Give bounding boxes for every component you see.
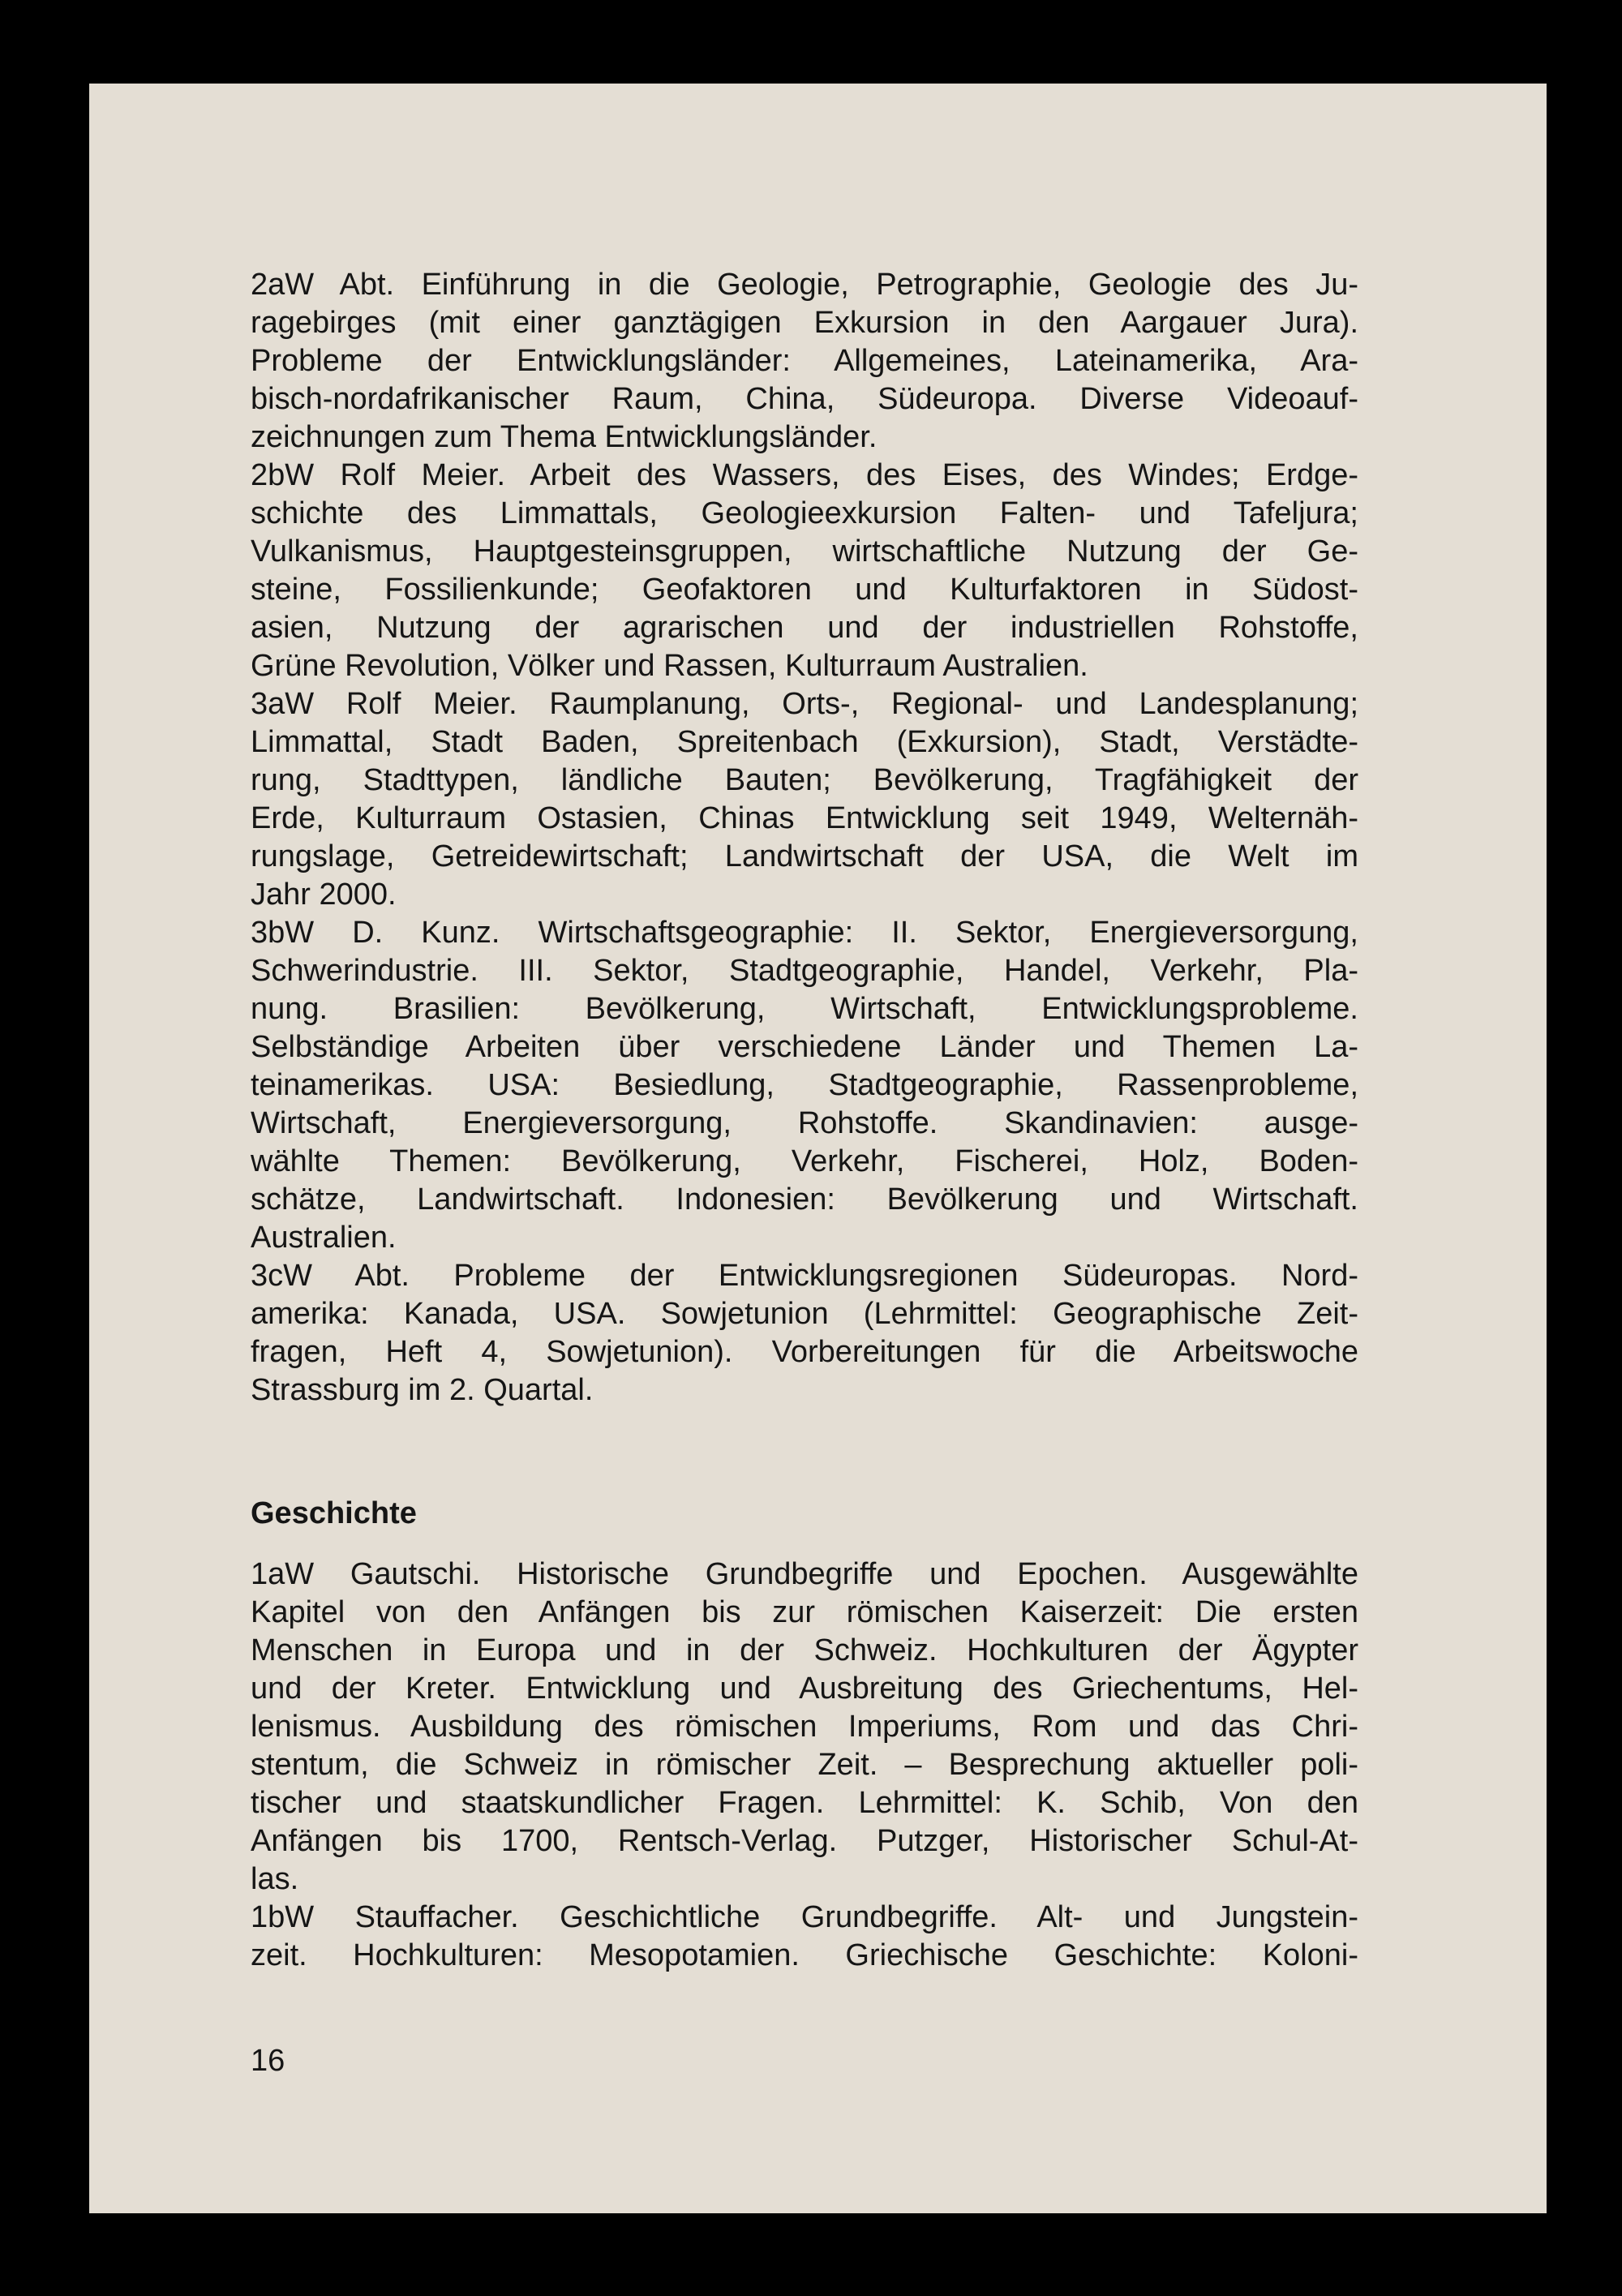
text-line: und der Kreter. Entwicklung und Ausbreitung des Griechentums, Hel- <box>251 1672 1358 1706</box>
text-line: fragen, Heft 4, Sowjetunion). Vorbereitungen für die Arbeitswoche <box>251 1335 1358 1369</box>
text-line: 1bW Stauffacher. Geschichtliche Grundbegriffe. Alt- und Jungstein- <box>251 1900 1358 1934</box>
text-line: Grüne Revolution, Völker und Rassen, Kulturraum Australien. <box>251 649 1088 683</box>
text-line: ragebirges (mit einer ganztägigen Exkursion in den Aargauer Jura). <box>251 306 1358 340</box>
text-line: Australien. <box>251 1221 397 1255</box>
text-line: rungslage, Getreidewirtschaft; Landwirtschaft der USA, die Welt im <box>251 839 1358 873</box>
text-line: zeit. Hochkulturen: Mesopotamien. Griechische Geschichte: Koloni- <box>251 1938 1358 1972</box>
text-line: rung, Stadttypen, ländliche Bauten; Bevölkerung, Tragfähigkeit der <box>251 763 1358 797</box>
text-line: lenismus. Ausbildung des römischen Imperiums, Rom und das Chri- <box>251 1710 1358 1744</box>
text-line: 3aW Rolf Meier. Raumplanung, Orts-, Regional- und Landesplanung; <box>251 687 1358 721</box>
text-line: 1aW Gautschi. Historische Grundbegriffe und Epochen. Ausgewählte <box>251 1557 1358 1591</box>
text-line: Vulkanismus, Hauptgesteinsgruppen, wirtschaftliche Nutzung der Ge- <box>251 534 1358 569</box>
text-line: Strassburg im 2. Quartal. <box>251 1373 594 1407</box>
text-line: las. <box>251 1862 299 1896</box>
text-line: 3cW Abt. Probleme der Entwicklungsregionen Südeuropas. Nord- <box>251 1259 1358 1293</box>
history-section <box>251 1556 1358 1975</box>
text-line: 2aW Abt. Einführung in die Geologie, Petrographie, Geologie des Ju- <box>251 268 1358 302</box>
text-line: Schwerindustrie. III. Sektor, Stadtgeographie, Handel, Verkehr, Pla- <box>251 954 1358 988</box>
text-line: Probleme der Entwicklungsländer: Allgemeines, Lateinamerika, Ara- <box>251 344 1358 378</box>
text-line: stentum, die Schweiz in römischer Zeit. – Besprechung aktueller poli- <box>251 1748 1358 1782</box>
text-line: amerika: Kanada, USA. Sowjetunion (Lehrmittel: Geographische Zeit- <box>251 1297 1358 1331</box>
text-line: steine, Fossilienkunde; Geofaktoren und Kulturfaktoren in Südost- <box>251 573 1358 607</box>
text-line: teinamerikas. USA: Besiedlung, Stadtgeographie, Rassenprobleme, <box>251 1068 1358 1102</box>
geography-section <box>251 266 1358 1410</box>
section-heading-history: Geschichte <box>251 1496 417 1530</box>
text-line: wählte Themen: Bevölkerung, Verkehr, Fischerei, Holz, Boden- <box>251 1144 1358 1178</box>
text-line: Erde, Kulturraum Ostasien, Chinas Entwicklung seit 1949, Welternäh- <box>251 801 1358 835</box>
document-page <box>89 84 1547 2213</box>
text-line: 2bW Rolf Meier. Arbeit des Wassers, des Eises, des Windes; Erdge- <box>251 458 1358 492</box>
page-body-text <box>251 266 1358 1975</box>
text-line: bisch-nordafrikanischer Raum, China, Südeuropa. Diverse Videoauf- <box>251 382 1358 416</box>
text-line: Menschen in Europa und in der Schweiz. Hochkulturen der Ägypter <box>251 1633 1358 1667</box>
text-line: schätze, Landwirtschaft. Indonesien: Bevölkerung und Wirtschaft. <box>251 1182 1358 1217</box>
text-line: zeichnungen zum Thema Entwicklungsländer. <box>251 420 878 454</box>
text-line: schichte des Limmattals, Geologieexkursion Falten- und Tafeljura; <box>251 496 1358 530</box>
text-line: Jahr 2000. <box>251 878 397 912</box>
text-line: Selbständige Arbeiten über verschiedene Länder und Themen La- <box>251 1030 1358 1064</box>
text-line: Limmattal, Stadt Baden, Spreitenbach (Exkursion), Stadt, Verstädte- <box>251 725 1358 759</box>
text-line: Anfängen bis 1700, Rentsch-Verlag. Putzger, Historischer Schul-At- <box>251 1824 1358 1858</box>
text-line: tischer und staatskundlicher Fragen. Lehrmittel: K. Schib, Von den <box>251 1786 1358 1820</box>
text-line: nung. Brasilien: Bevölkerung, Wirtschaft, Entwicklungsprobleme. <box>251 992 1358 1026</box>
text-line: asien, Nutzung der agrarischen und der industriellen Rohstoffe, <box>251 611 1358 645</box>
text-line: Kapitel von den Anfängen bis zur römischen Kaiserzeit: Die ersten <box>251 1595 1358 1629</box>
text-line: Wirtschaft, Energieversorgung, Rohstoffe. Skandinavien: ausge- <box>251 1106 1358 1140</box>
page-number: 16 <box>251 2044 285 2078</box>
text-line: 3bW D. Kunz. Wirtschaftsgeographie: II. Sektor, Energieversorgung, <box>251 916 1358 950</box>
